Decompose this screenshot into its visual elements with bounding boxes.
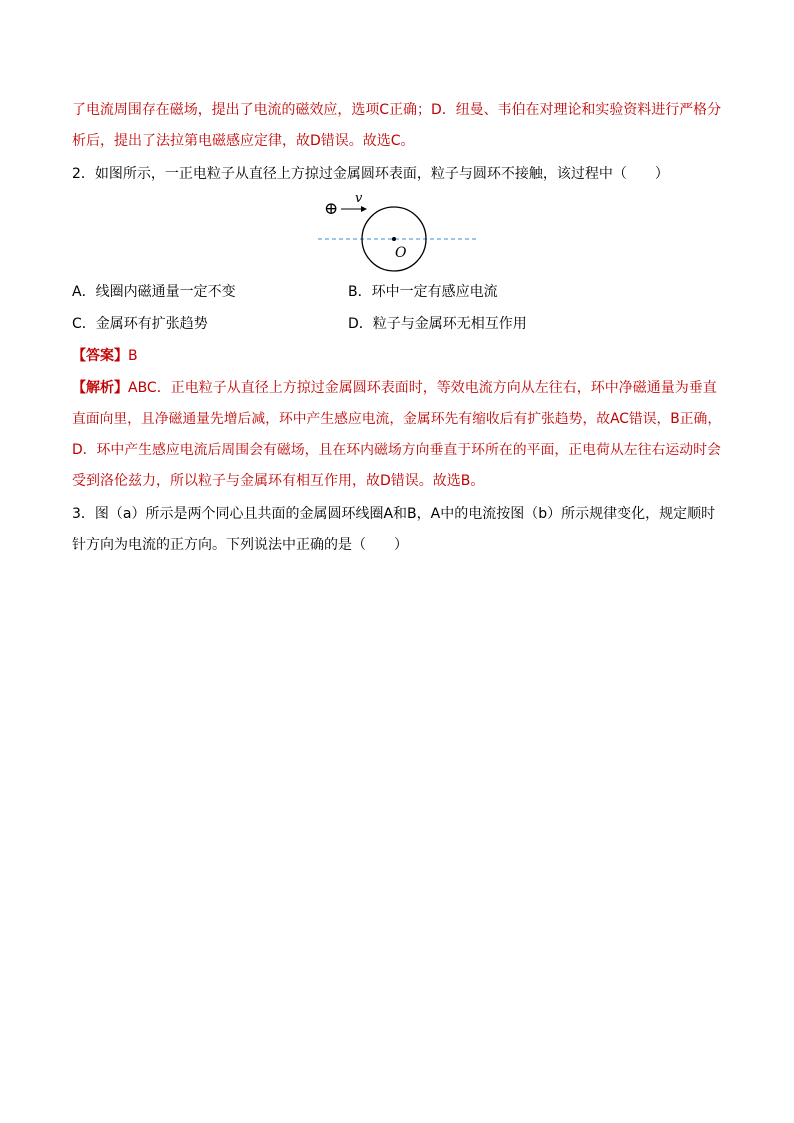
question-3-line-2: 针方向为电流的正方向。下列说法中正确的是（ ）: [72, 537, 408, 553]
option-a: A．线圈内磁通量一定不变: [72, 284, 236, 300]
question-2-stem: 2．如图所示，一正电粒子从直径上方掠过金属圆环表面，粒子与圆环不接触，该过程中（ ）: [72, 166, 669, 182]
center-dot: [392, 237, 396, 241]
analysis-line-3: D．环中产生感应电流后周围会有磁场，且在环内磁场方向垂直于环所在的平面，正电荷从左往右运动时会: [72, 442, 721, 458]
velocity-arrow-head: [361, 206, 367, 212]
option-c: C．金属环有扩张趋势: [72, 316, 208, 332]
question-2-figure: [300, 190, 500, 280]
analysis-line-4: 受到洛伦兹力，所以粒子与金属环有相互作用，故D错误。故选B。: [72, 473, 485, 489]
option-b: B．环中一定有感应电流: [348, 284, 498, 300]
analysis-tag: 【解析】: [72, 380, 128, 396]
answer-value: B: [128, 348, 138, 364]
answer-tag: 【答案】: [72, 348, 128, 364]
velocity-label: v: [355, 191, 363, 206]
question-3-line-1: 3．图（a）所示是两个同心且共面的金属圆环线圈A和B，A中的电流按图（b）所示规律变化，规定顺时: [72, 506, 716, 522]
center-label: O: [395, 245, 407, 261]
analysis-line-2: 直面向里，且净磁通量先增后减，环中产生感应电流，金属环先有缩收后有扩张趋势，故AC错误，B正确，: [72, 411, 722, 427]
prev-paragraph-line-1: 了电流周围存在磁场，提出了电流的磁效应，选项C正确；D．纽曼、韦伯在对理论和实验资料进行严格分: [72, 102, 722, 118]
option-d: D．粒子与金属环无相互作用: [348, 316, 527, 332]
analysis-text-1: ABC．正电粒子从直径上方掠过金属圆环表面时，等效电流方向从左往右，环中净磁通量为垂直: [128, 380, 717, 396]
positive-particle-icon: ⊕: [324, 199, 339, 219]
prev-paragraph-line-2: 析后，提出了法拉第电磁感应定律，故D错误。故选C。: [72, 133, 415, 149]
answer-line: [72, 347, 138, 365]
analysis-line-1: [72, 379, 717, 397]
